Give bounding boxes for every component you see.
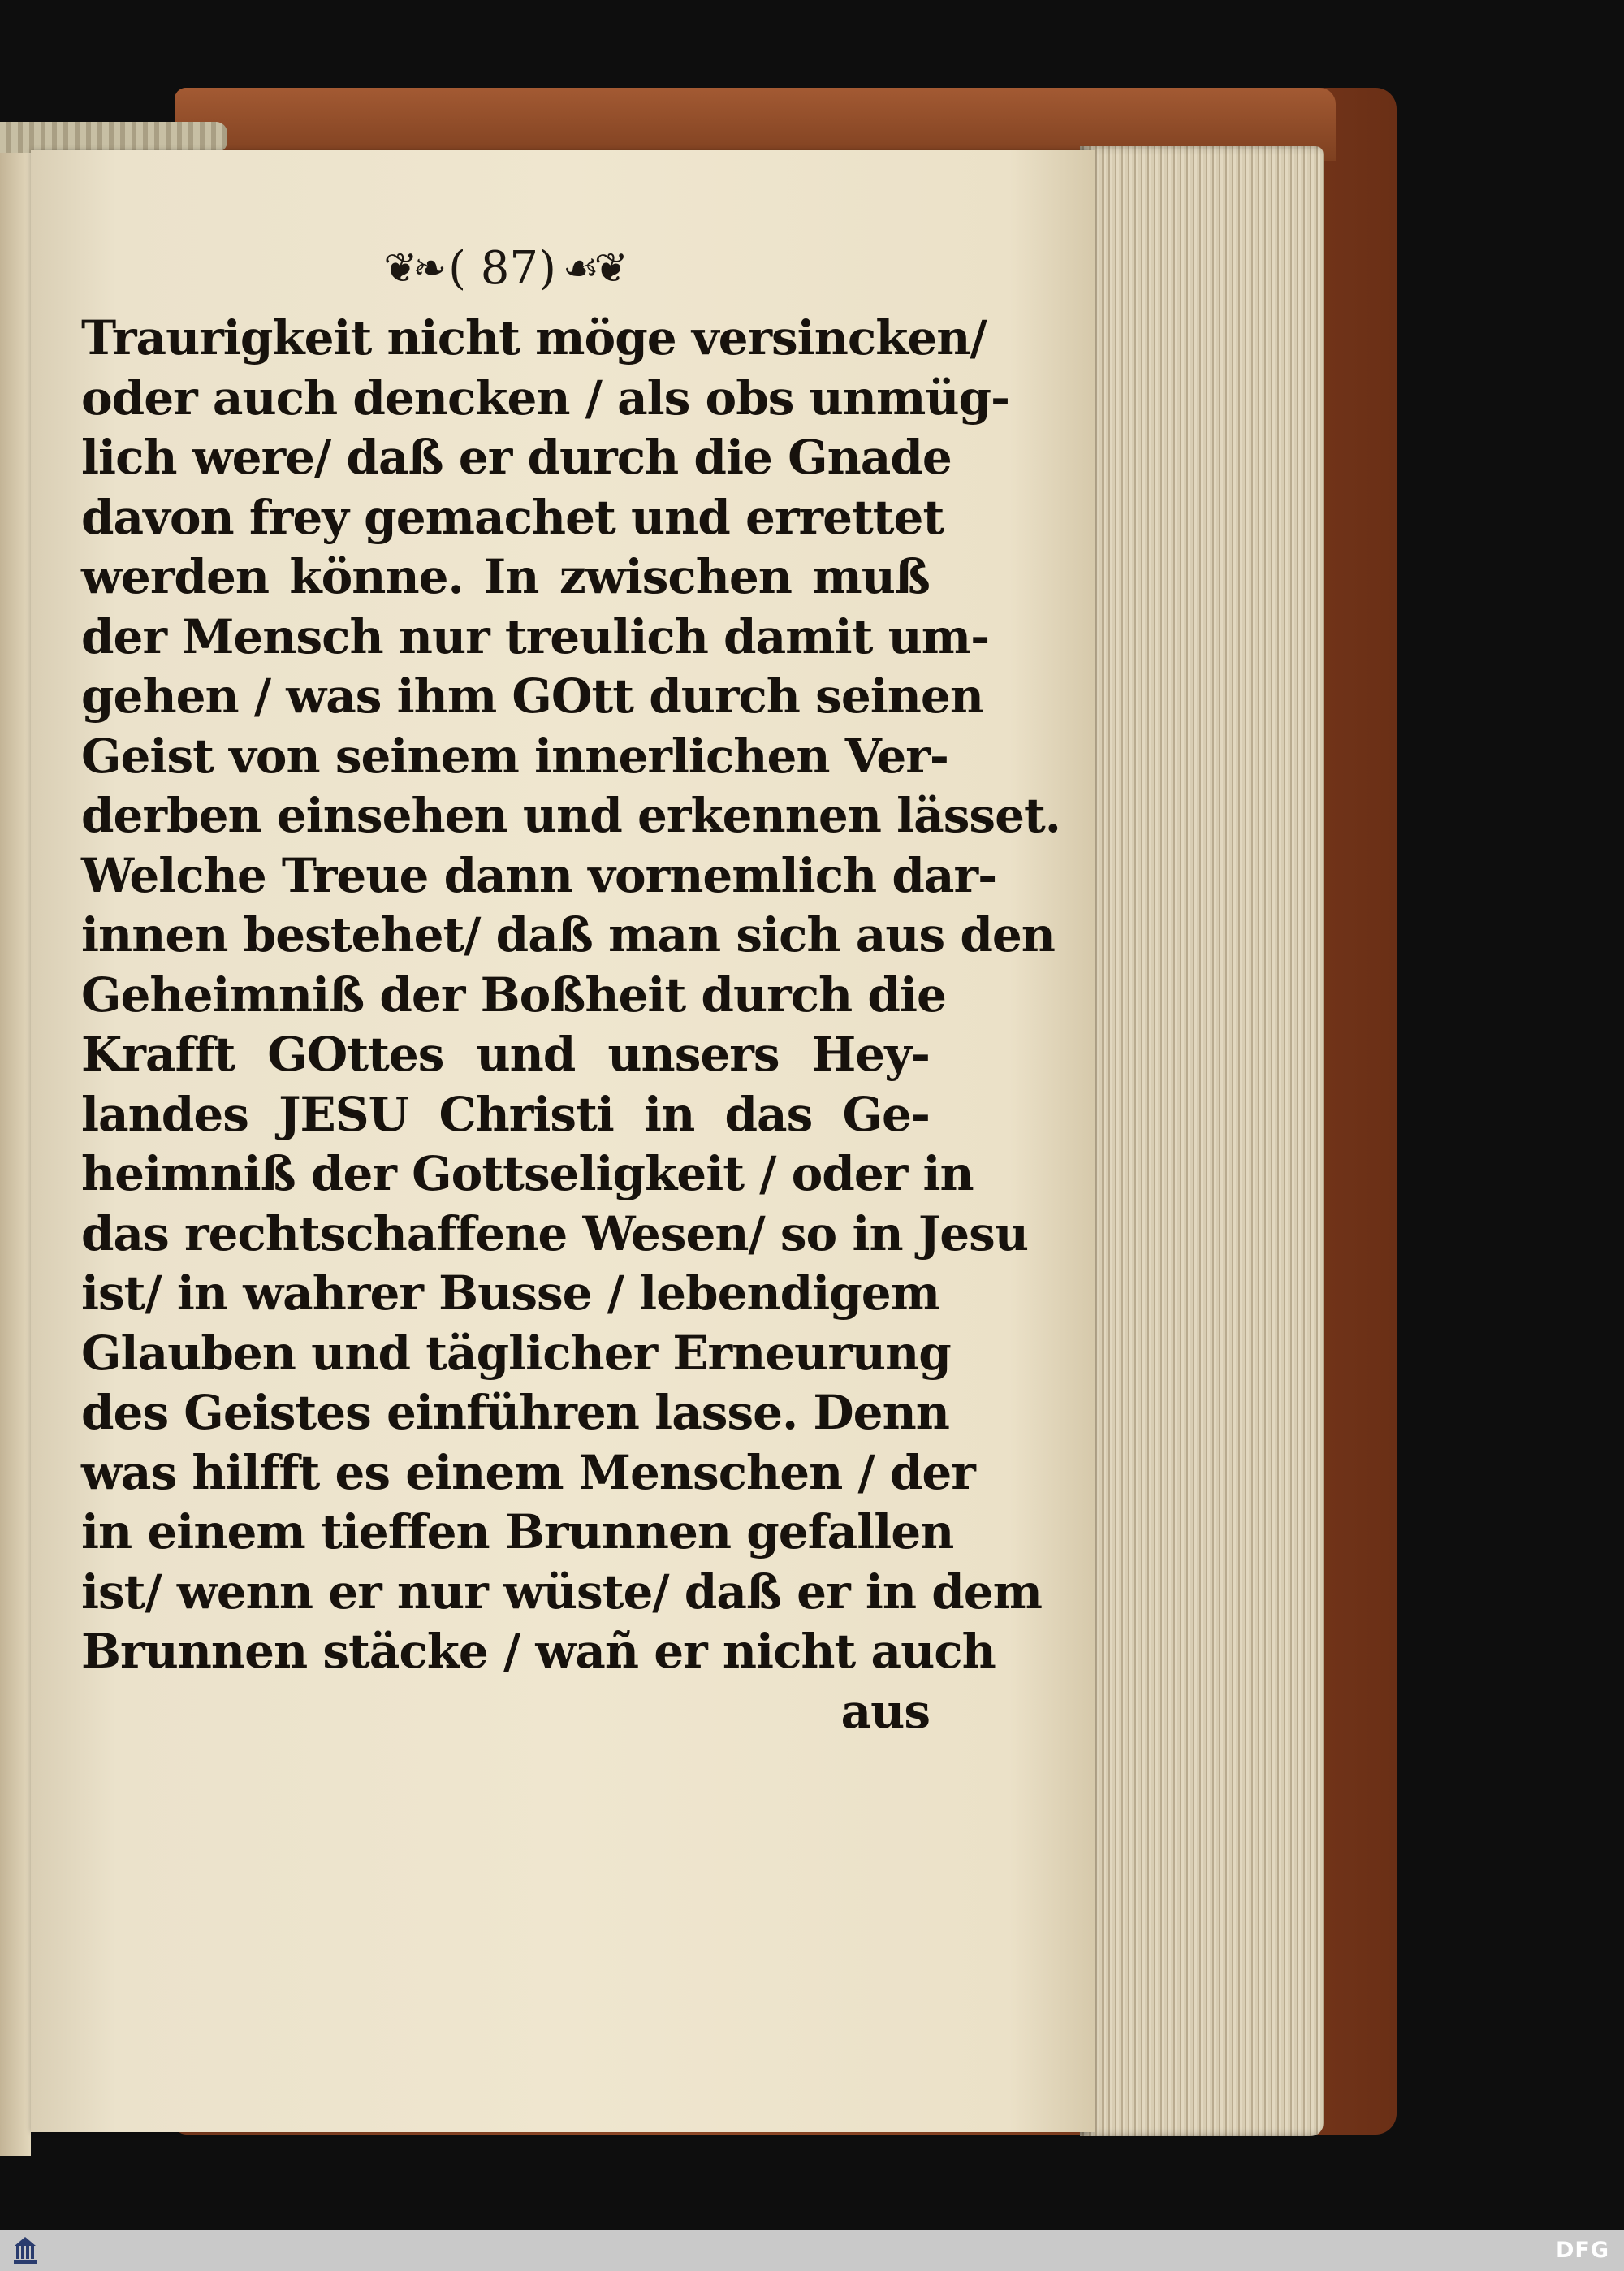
text-line: derben einsehen und erkennen lässet. [81, 788, 1060, 843]
text-line: Geist von seinem innerlichen Ver- [81, 728, 948, 784]
right-ornament-icon: ☙❦ [562, 244, 624, 292]
text-line: lich were/ daß er durch die Gnade [81, 430, 952, 485]
dfg-logo[interactable]: DFG [1555, 2238, 1609, 2263]
text-line: landes JESU Christi in das Ge- [81, 1086, 930, 1142]
text-line: davon frey gemachet und errettet [81, 489, 944, 545]
text-line: Glauben und täglicher Erneurung [81, 1325, 951, 1381]
text-line: des Geistes einführen lasse. Denn [81, 1385, 949, 1440]
text-line: oder auch dencken / als obs unmüg- [81, 370, 1010, 426]
text-line: der Mensch nur treulich damit um- [81, 608, 990, 664]
page-header [341, 236, 666, 301]
text-line: was hilfft es einem Menschen / der [81, 1444, 975, 1500]
page-number: ( 87) [448, 241, 556, 295]
spine-headband [0, 122, 227, 153]
text-line: Brunnen stäcke / wañ er nicht auch [81, 1624, 996, 1679]
page-block-edges [1080, 146, 1324, 2136]
text-line: Traurigkeit nicht möge versincken/ [81, 310, 987, 366]
text-line: in einem tieffen Brunnen gefallen [81, 1504, 954, 1559]
text-line: Geheimniß der Boßheit durch die [81, 967, 946, 1023]
text-line: ist/ wenn er nur wüste/ daß er in dem [81, 1564, 1043, 1620]
text-line: gehen / was ihm GOtt durch seinen [81, 668, 983, 724]
text-line: Welche Treue dann vornemlich dar- [81, 847, 997, 903]
text-line: heimniß der Gottseligkeit / oder in [81, 1146, 974, 1201]
viewer-footer-bar [0, 2230, 1624, 2271]
text-line: das rechtschaffene Wesen/ so in Jesu [81, 1205, 1028, 1261]
left-ornament-icon: ❦❧ [383, 244, 443, 292]
page-text [81, 309, 1060, 1741]
text-line: werden könne. In zwischen muß [81, 549, 930, 604]
text-line: Krafft GOttes und unsers Hey- [81, 1027, 930, 1082]
facing-page-sliver [0, 150, 31, 2156]
text-line: ist/ in wahrer Busse / lebendigem [81, 1265, 940, 1321]
catchword: aus [840, 1683, 930, 1739]
library-building-icon[interactable] [11, 2234, 39, 2267]
text-line: innen bestehet/ daß man sich aus den [81, 907, 1055, 962]
